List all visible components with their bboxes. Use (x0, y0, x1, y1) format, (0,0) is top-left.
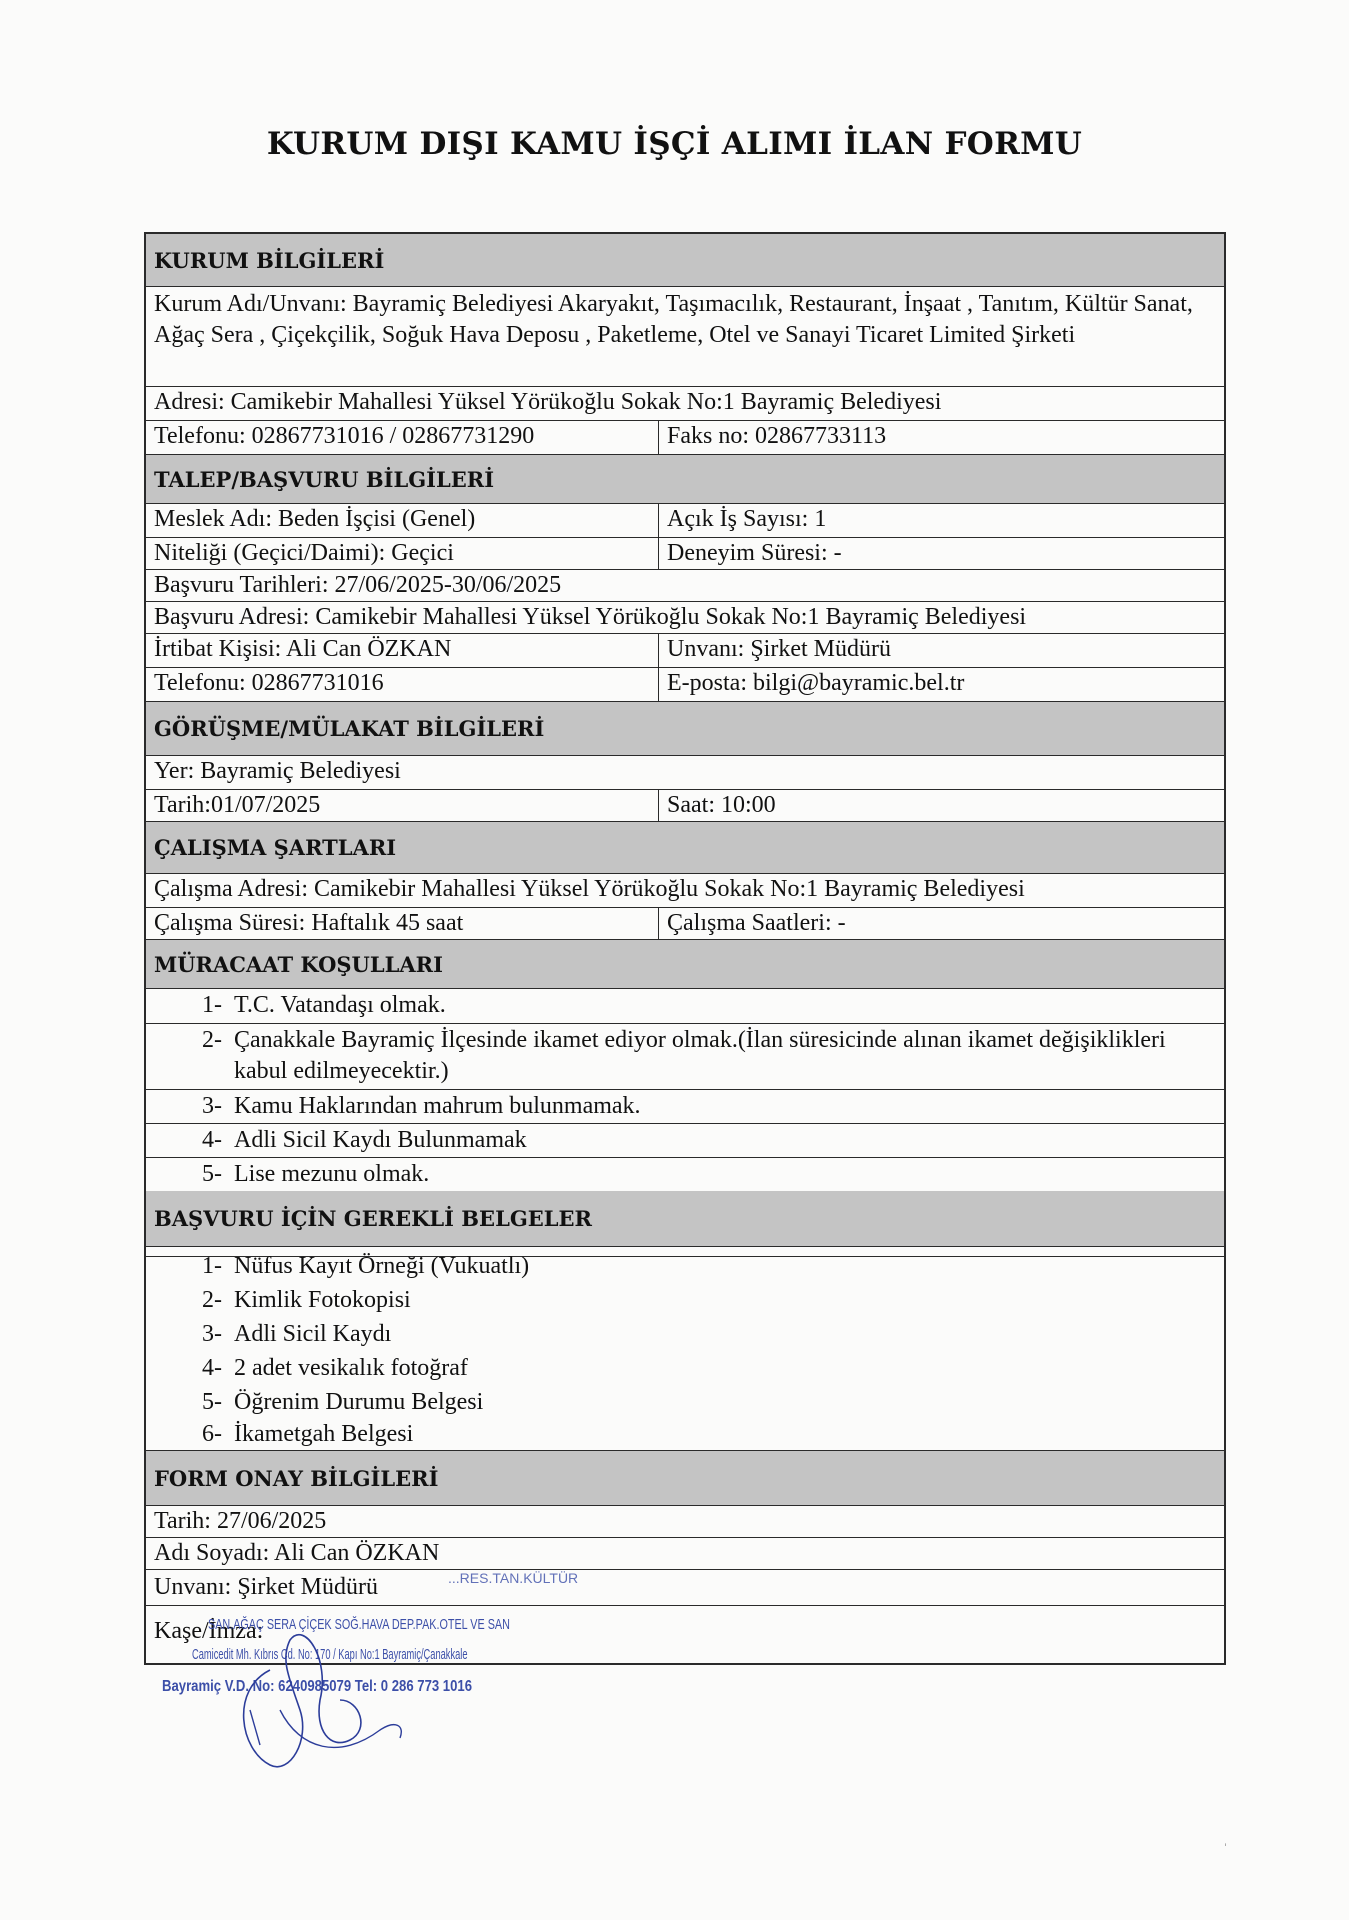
signature-stroke-3 (250, 1710, 260, 1745)
stamp-line-top: ...RES.TAN.KÜLTÜR (448, 1570, 579, 1586)
requirement-number: 2- (202, 1027, 222, 1053)
requirement-number: 4- (202, 1127, 222, 1153)
institution-address: Adresi: Camikebir Mahallesi Yüksel Yörükoğlu Sokak No:1 Bayramiç Belediyesi (154, 389, 942, 415)
section-form-onay: FORM ONAY BİLGİLERİ (146, 1451, 1224, 1506)
interview-place-row (146, 756, 1224, 790)
open-positions: Açık İş Sayısı: 1 (658, 504, 826, 537)
contact-phone-row (146, 668, 1224, 702)
document-text: Nüfus Kayıt Örneği (Vukuatlı) (234, 1253, 530, 1279)
nature-row (146, 538, 1224, 570)
section-talep-basvuru: TALEP/BAŞVURU BİLGİLERİ (146, 455, 1224, 504)
documents-list (146, 1247, 1224, 1451)
document-text: 2 adet vesikalık fotoğraf (234, 1355, 468, 1381)
document-text: Adli Sicil Kaydı (234, 1321, 392, 1347)
document-number: 2- (202, 1287, 222, 1313)
requirement-number: 3- (202, 1093, 222, 1119)
contact-row (146, 634, 1224, 668)
institution-phone-row (146, 421, 1224, 455)
document-number: 6- (202, 1421, 222, 1447)
divider (146, 1089, 1224, 1090)
institution-name-row (146, 287, 1224, 387)
work-address-row (146, 874, 1224, 908)
section-muracaat-kosullari: MÜRACAAT KOŞULLARI (146, 940, 1224, 989)
work-address: Çalışma Adresi: Camikebir Mahallesi Yüksel Yörükoğlu Sokak No:1 Bayramiç Belediyesi (154, 876, 1025, 902)
contact-phone: Telefonu: 02867731016 (154, 670, 384, 696)
handwritten-signature (220, 1600, 440, 1780)
divider (146, 1123, 1224, 1124)
work-duration-row (146, 908, 1224, 940)
application-address-row (146, 602, 1224, 634)
occupation-row (146, 504, 1224, 538)
interview-date: Tarih:01/07/2025 (154, 792, 321, 818)
document-number: 4- (202, 1355, 222, 1381)
contact-person: İrtibat Kişisi: Ali Can ÖZKAN (154, 636, 452, 662)
institution-address-row (146, 387, 1224, 421)
interview-place: Yer: Bayramiç Belediyesi (154, 758, 401, 784)
section-kurum-bilgileri: KURUM BİLGİLERİ (146, 234, 1224, 287)
announcement-form (144, 232, 1226, 1665)
stamp-signature-label: Kaşe/İmza: (154, 1618, 264, 1644)
section-gerekli-belgeler: BAŞVURU İÇİN GEREKLİ BELGELER (146, 1191, 1224, 1247)
requirement-text: Adli Sicil Kaydı Bulunmamak (234, 1127, 527, 1153)
institution-name: Kurum Adı/Unvanı: Bayramiç Belediyesi Akaryakıt, Taşımacılık, Restaurant, İnşaat , Tanıtım, Kültür Sanat, Ağaç Sera , Çiçekçilik, Soğuk Hava Deposu , Paketleme, Otel ve Sanayi Ticaret Limited Şirketi (154, 291, 1193, 348)
requirement-number: 5- (202, 1161, 222, 1187)
approval-date: Tarih: 27/06/2025 (154, 1508, 327, 1534)
application-dates: Başvuru Tarihleri: 27/06/2025-30/06/2025 (154, 572, 562, 598)
form-title: KURUM DIŞI KAMU İŞÇİ ALIMI İLAN FORMU (266, 126, 1083, 162)
signature-stroke-2 (280, 1710, 401, 1747)
document-text: Kimlik Fotokopisi (234, 1287, 411, 1313)
institution-fax: Faks no: 02867733113 (658, 421, 886, 454)
occupation-name: Meslek Adı: Beden İşçisi (Genel) (154, 506, 476, 532)
document-text: Öğrenim Durumu Belgesi (234, 1389, 484, 1415)
requirement-text: Çanakkale Bayramiç İlçesinde ikamet ediyor olmak.(İlan süresicinde alınan ikamet değişiklikleri kabul edilmeyecektir.) (234, 1027, 1166, 1084)
institution-phone: Telefonu: 02867731016 / 02867731290 (154, 423, 535, 449)
divider (146, 1023, 1224, 1024)
stamp-line-1: SAN.AĞAÇ SERA ÇİÇEK SOĞ.HAVA DEP.PAK.OTEL VE SAN (208, 1616, 510, 1633)
document-text: İkametgah Belgesi (234, 1421, 414, 1447)
stamp-line-3: Bayramiç V.D. No: 6240985079 Tel: 0 286 773 1016 (162, 1678, 472, 1695)
approval-title: Unvanı: Şirket Müdürü (154, 1574, 378, 1600)
requirement-number: 1- (202, 992, 222, 1018)
section-calisma-sartlari: ÇALIŞMA ŞARTLARI (146, 822, 1224, 874)
interview-time: Saat: 10:00 (658, 790, 776, 821)
application-dates-row (146, 570, 1224, 602)
scan-speck: ˈ (1224, 1842, 1228, 1855)
interview-date-row (146, 790, 1224, 822)
stamp-line-2: Camicedit Mh. Kıbrıs Cd. No: 170 / Kapı No:1 Bayramiç/Çanakkale (192, 1646, 468, 1663)
approval-name-row (146, 1538, 1224, 1570)
divider (146, 1157, 1224, 1158)
document-number: 5- (202, 1389, 222, 1415)
document-number: 1- (202, 1253, 222, 1279)
work-duration: Çalışma Süresi: Haftalık 45 saat (154, 910, 464, 936)
application-address: Başvuru Adresi: Camikebir Mahallesi Yüksel Yörükoğlu Sokak No:1 Bayramiç Belediyesi (154, 604, 1027, 630)
probation-period: Deneyim Süresi: - (658, 538, 842, 569)
requirement-text: Kamu Haklarından mahrum bulunmamak. (234, 1093, 641, 1119)
work-hours: Çalışma Saatleri: - (658, 908, 846, 939)
contact-email[interactable]: E-posta: bilgi@bayramic.bel.tr (658, 668, 964, 701)
approval-name: Adı Soyadı: Ali Can ÖZKAN (154, 1540, 440, 1566)
document-number: 3- (202, 1321, 222, 1347)
contact-title: Unvanı: Şirket Müdürü (658, 634, 891, 667)
approval-date-row (146, 1506, 1224, 1538)
job-nature: Niteliği (Geçici/Daimi): Geçici (154, 540, 454, 566)
requirement-text: T.C. Vatandaşı olmak. (234, 992, 446, 1018)
requirement-text: Lise mezunu olmak. (234, 1161, 430, 1187)
section-gorusme-mulakat: GÖRÜŞME/MÜLAKAT BİLGİLERİ (146, 702, 1224, 756)
